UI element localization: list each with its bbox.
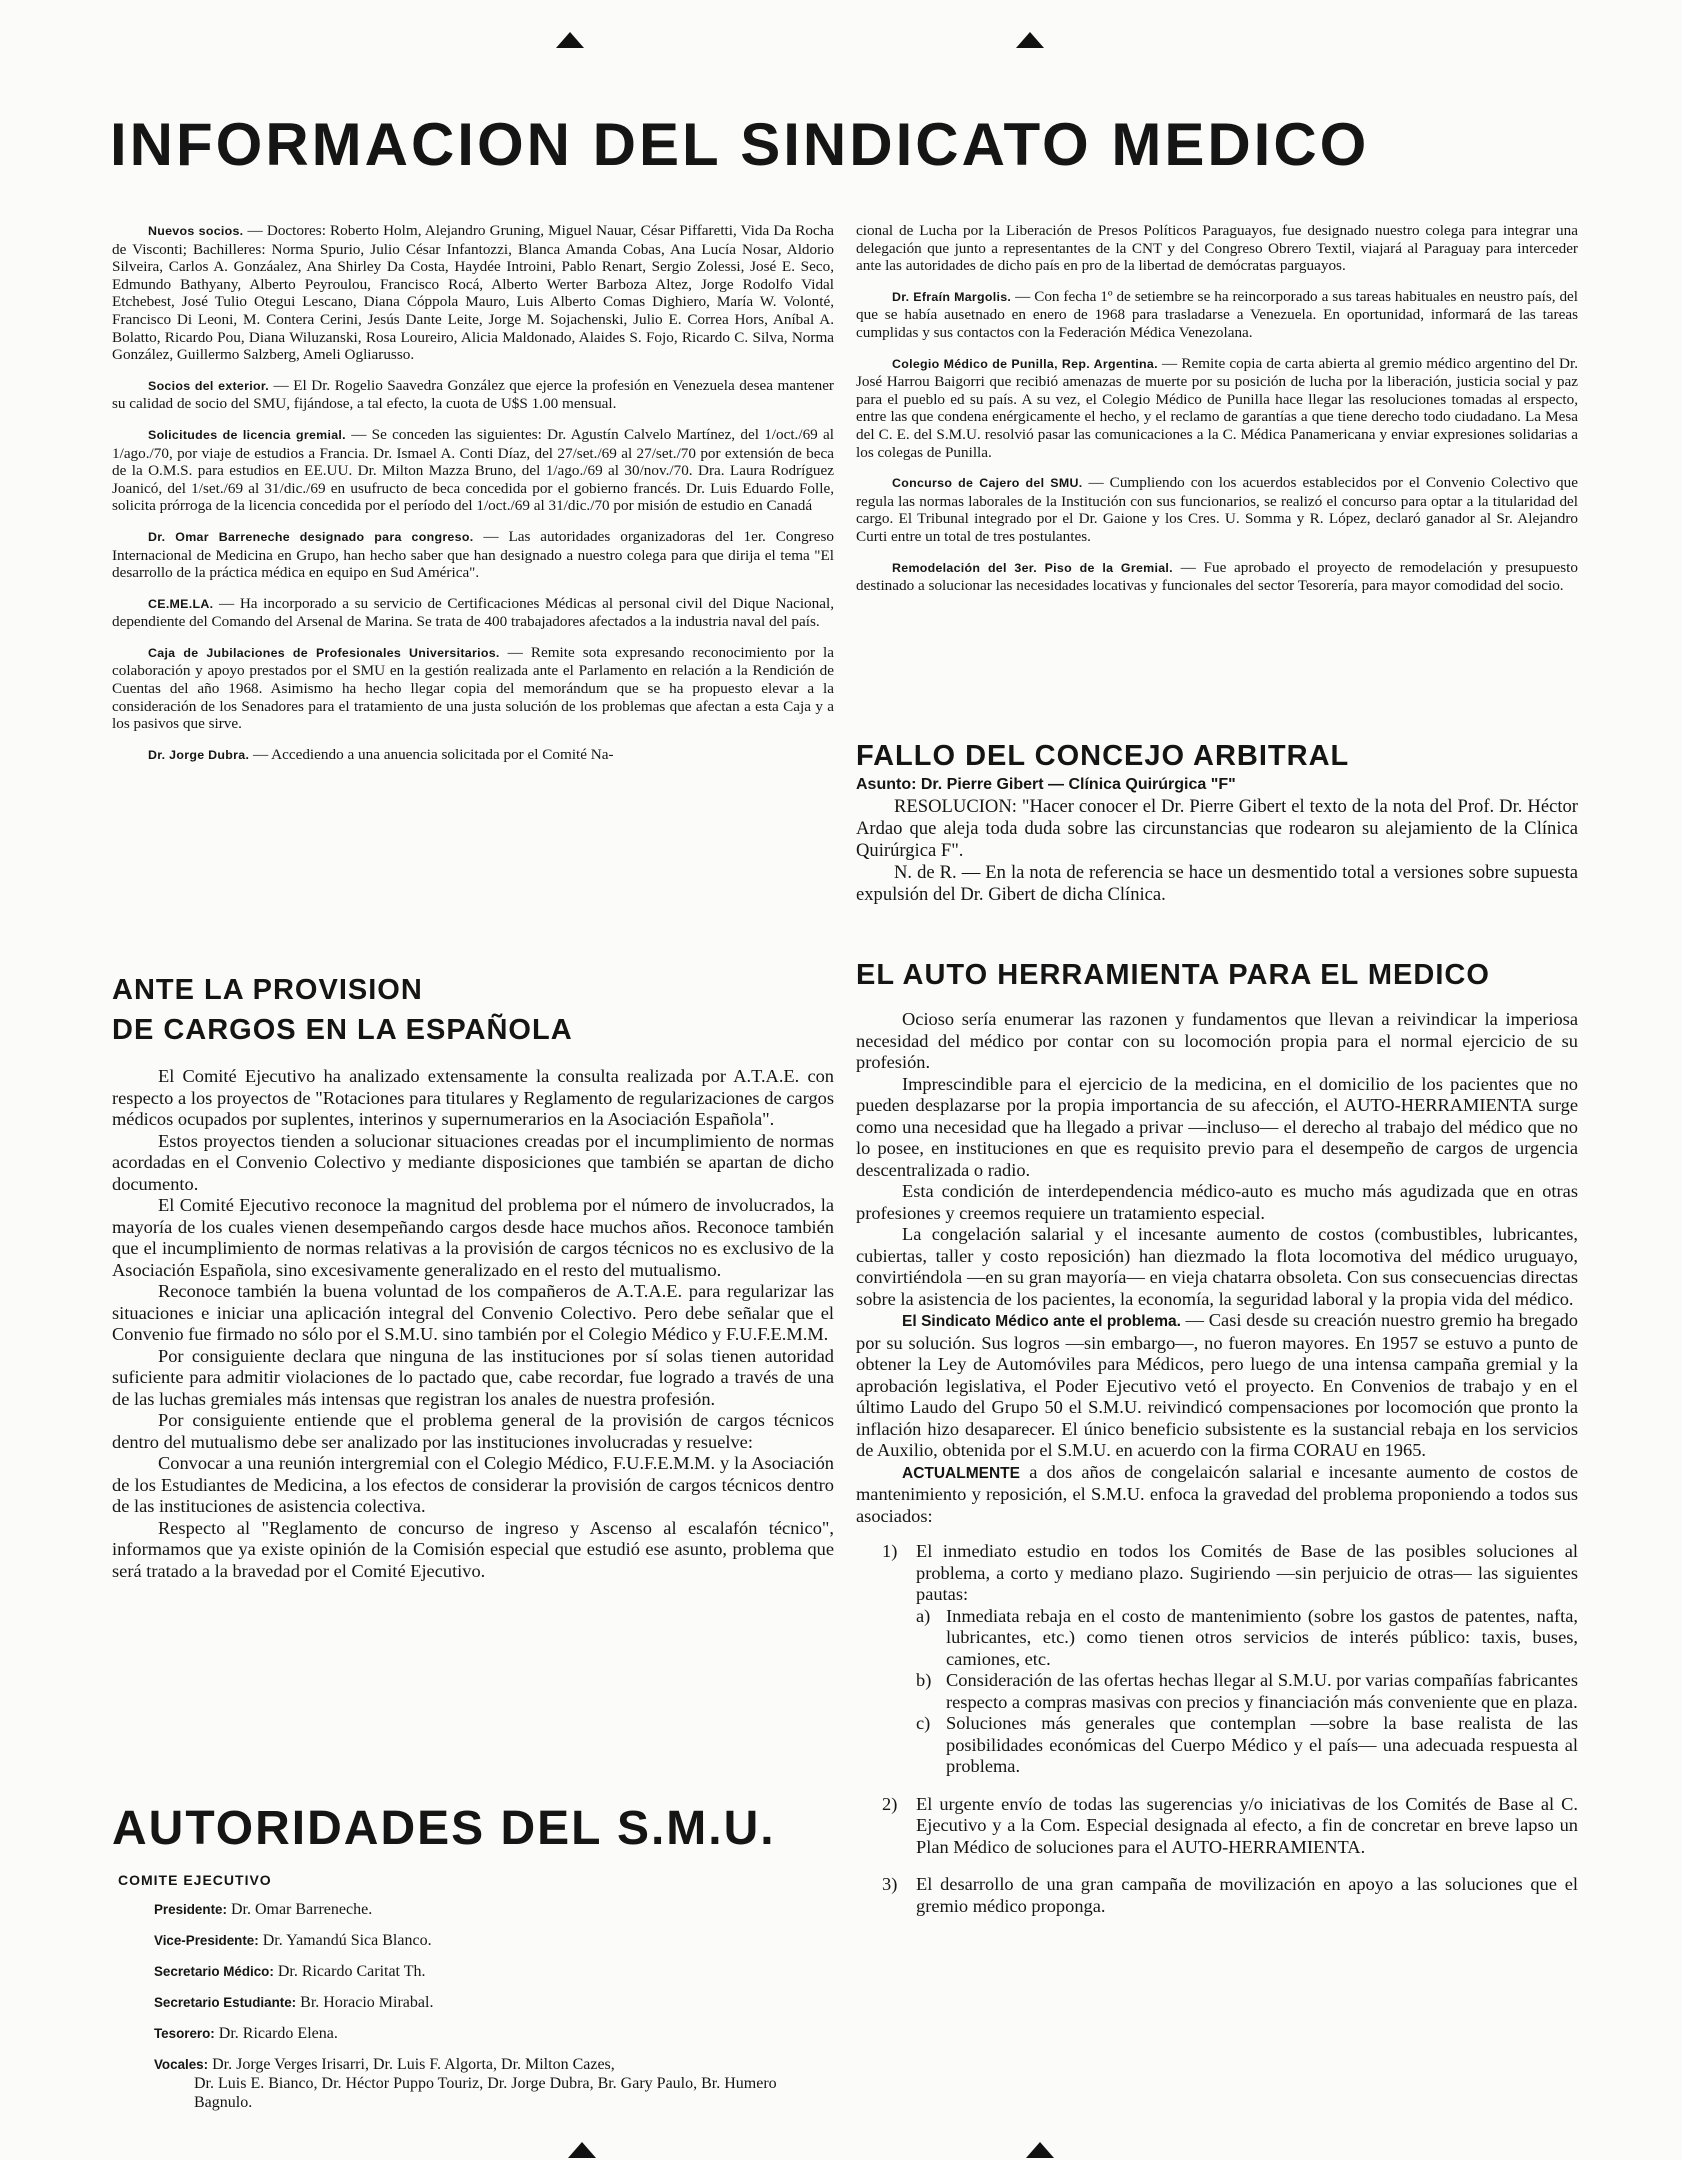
news-item-text: — Remite copia de carta abierta al gremio médico argentino del Dr. José Harrou Baigorri que recibió amenazas de muerte por su posición de lucha por la liberación, justicia social y paz para el pueblo ed su país. A su vez, el Colegio Médico de Punilla hace llegar las resoluciones tomadas al erspecto, entre las que condena enérgicamente el hecho, y el reclamo de garantías a que tiene derecho todo ciudadano. La Mesa del C. E. del S.M.U. resolvió pasar las comunicaciones a la C. Médica Panamericana y enviar expresiones solidarias a los colegas de Punilla.	[856, 354, 1579, 461]
plan-subitem-text: Inmediata rebaja en el costo de mantenimiento (sobre los gastos de patentes, nafta, lubricantes, etc.) como tienen otros servicios de interés público: taxis, buses, camiones, etc.	[946, 1605, 1578, 1669]
news-item-text: — Las autoridades organizadoras del 1er. Congreso Internacional de Medicina en Grupo, han hecho saber que han designado a nuestro colega para que dirija el tema "El desarrollo de la práctica médica en equipo en Sud América".	[112, 527, 834, 582]
role-value-continued: Dr. Luis E. Bianco, Dr. Héctor Puppo Touriz, Dr. Jorge Dubra, Br. Gary Paulo, Br. Humero Bagnulo.	[194, 2075, 777, 2111]
provision-paragraph: Respecto al "Reglamento de concurso de ingreso y Ascenso al escalafón técnico", informamos que ya existe opinión de la Comisión especial que estudió ese asunto, problema que será tratado a la bravedad por el Comité Ejecutivo.	[112, 1517, 834, 1581]
plan-item-text: El inmediato estudio en todos los Comités de Base de las posibles soluciones al problema, a corto y mediano plazo. Sugiriendo —sin perjuicio de otras— las siguientes pautas:	[916, 1541, 1578, 1604]
plan-subitem-letter: b)	[916, 1670, 932, 1690]
auto-paragraph	[856, 1462, 1578, 1528]
news-item	[112, 377, 834, 413]
auto-paragraph-lead: ACTUALMENTE	[902, 1464, 1020, 1482]
auto-paragraph-text: a dos años de congelaicón salarial e incesante aumento de costos de mantenimiento y reposición, el S.M.U. enfoca la gravedad del problema proponiendo a todos sus asociados:	[856, 1461, 1578, 1526]
plan-item-number: 2)	[882, 1793, 898, 1814]
role-value: Dr. Omar Barreneche.	[226, 1901, 373, 1918]
provision-paragraph: Por consiguiente declara que ninguna de las instituciones por sí solas tienen autoridad suficiente para admitir violaciones de lo pactado que, cabe recordar, fue logrado a través de una de las luchas gremiales más intensas que registran los anales de nuestra profesión.	[112, 1345, 834, 1409]
provision-paragraph: Estos proyectos tienden a solucionar situaciones creadas por el incumplimiento de normas acordadas en el Convenio Colectivo y mediante disposiciones que también se apartan de dicho documento.	[112, 1130, 834, 1194]
plan-subitem-text: Soluciones más generales que contemplan —sobre la base realista de las posibilidades económicas del Cuerpo Médico y el país— una adecuada respuesta al problema.	[946, 1713, 1578, 1776]
fallo-asunto: Asunto: Dr. Pierre Gibert — Clínica Quirúrgica "F"	[856, 776, 1236, 793]
auto-section	[856, 955, 1578, 1933]
fallo-nota: N. de R. — En la nota de referencia se hace un desmentido total a versiones sobre supuesta expulsión del Dr. Gibert de dicha Clínica.	[856, 862, 1578, 905]
plan-item-number: 3)	[882, 1874, 898, 1894]
plan-item-number: 1)	[882, 1541, 898, 1561]
news-item	[856, 474, 1578, 545]
role-label: Presidente:	[154, 1902, 227, 1917]
auto-plan-list	[856, 1541, 1578, 1917]
news-item-lead: Caja de Jubilaciones de Profesionales Universitarios.	[148, 645, 500, 660]
news-item-lead: Dr. Jorge Dubra.	[148, 747, 250, 762]
autoridades-roles	[112, 1900, 834, 2112]
role-row-vocales	[154, 2055, 834, 2112]
news-item	[856, 355, 1578, 462]
role-value: Br. Horacio Mirabal.	[296, 1994, 434, 2011]
autoridades-section	[112, 1800, 834, 2124]
news-item-text: cional de Lucha por la Liberación de Presos Políticos Paraguayos, fue designado nuestro colega para integrar una delegación que junto a representantes de la CNT y del Congreso Obrero Textil, viajará al Paraguay para interceder ante las autoridades de dicho país en pro de la libertad de demócratas parguayos.	[856, 222, 1578, 275]
auto-paragraph-text: Ocioso sería enumerar las razonen y fundamentos que llevan a reivindicar la imperiosa necesidad del médico por contar con su locomoción propia para el normal ejercicio de su profesión.	[856, 1009, 1578, 1072]
provision-section	[112, 970, 834, 1582]
news-item-lead: Dr. Efraín Margolis.	[892, 289, 1012, 304]
role-label: Secretario Estudiante:	[154, 1995, 297, 2010]
provision-body	[112, 1066, 834, 1582]
news-item-text: — Se conceden las siguientes: Dr. Agustín Calvelo Martínez, del 1/oct./69 al 1/ago./70, por viaje de estudios a Francia. Dr. Ismael A. Conti Díaz, del 27/set./69 al 27/set./70 por extensión de beca de la O.M.S. para estudios en EE.UU. Dr. Milton Mazza Bruno, del 1/ago./69 al 30/nov./70. Dra. Laura Rodríguez Joanicó, del 1/set./69 al 31/dic./69 en usufructo de beca concedida por el gobierno francés. Dr. Luis Eduardo Folle, solicita prórroga de la licencia concedida por el período del 1/oct./69 al 31/dic./70 por misión de estudio en Canadá	[112, 425, 835, 515]
auto-paragraph-text: — Casi desde su creación nuestro gremio ha bregado por su solución. Sus logros —sin embargo—, no fueron mayores. En 1957 se estuvo a punto de obtener la Ley de Automóviles para Médicos, pero luego de una intensa campaña gremial y la aprobación legislativa, el Poder Ejecutivo vetó el proyecto. En Convenios de trabajo y en el último Laudo del Grupo 50 el S.M.U. reivindicó compensaciones por locomoción que pronto la inflación hizo desaparecer. El único beneficio subsistente es la sustancial rebaja en los servicios de Auxilio, obtenida por el S.M.U. en acuerdo con la firma CORAU en 1965.	[856, 1310, 1578, 1460]
provision-paragraph: Convocar a una reunión intergremial con el Colegio Médico, F.U.F.E.M.M. y la Asociación de los Estudiantes de Medicina, a los efectos de considerar la provisión de cargos técnicos dentro de las instituciones de asistencia colectiva.	[112, 1453, 834, 1516]
news-item-text: — Cumpliendo con los acuerdos establecidos por el Convenio Colectivo que regula las normas laborales de la Institución con sus funcionarios, se realizó el concurso para optar a la titularidad del cargo. El Tribunal integrado por el Dr. Gaione y los Cres. U. Somma y R. López, declaró ganador al Sr. Alejandro Curti entre un total de tres postulantes.	[856, 474, 1578, 545]
news-item	[856, 288, 1578, 342]
news-item-lead: Concurso de Cajero del SMU.	[892, 476, 1083, 491]
news-item	[856, 559, 1578, 595]
auto-title: EL AUTO HERRAMIENTA PARA EL MEDICO	[856, 959, 1490, 991]
auto-paragraph	[856, 1224, 1578, 1310]
provision-title-line2: DE CARGOS EN LA ESPAÑOLA	[112, 1014, 573, 1046]
role-row	[154, 2024, 834, 2043]
fallo-resolucion: RESOLUCION: "Hacer conocer el Dr. Pierre Gibert el texto de la nota del Prof. Dr. Héctor Ardao que aleja toda duda sobre las circunstancias que rodearon su alejamiento de la Clínica Quirúrgica F".	[856, 796, 1578, 861]
news-item	[856, 222, 1578, 275]
role-value: Dr. Ricardo Elena.	[214, 2025, 338, 2042]
news-item-text: — Accediendo a una anuencia solicitada por el Comité Na-	[249, 745, 614, 763]
role-label: Vocales:	[154, 2057, 209, 2072]
news-item-text: — Ha incorporado a su servicio de Certificaciones Médicas al personal civil del Dique Nacional, dependiente del Comando del Arsenal de Marina. Se trata de 400 trabajadores afectados a la industria naval del país.	[112, 594, 834, 631]
news-item-text: — El Dr. Rogelio Saavedra González que ejerce la profesión en Venezuela desea mantener su calidad de socio del SMU, fijándose, a tal efecto, la cuota de U$S 1.00 mensual.	[112, 376, 834, 413]
role-row	[154, 1962, 834, 1981]
news-item-lead: Colegio Médico de Punilla, Rep. Argentina.	[892, 356, 1158, 371]
news-item	[112, 528, 834, 582]
comite-ejecutivo-heading: COMITE EJECUTIVO	[118, 1872, 272, 1888]
plan-subitem-letter: c)	[916, 1713, 931, 1733]
provision-paragraph: El Comité Ejecutivo reconoce la magnitud del problema por el número de involucrados, la mayoría de los cuales vienen desempeñando cargos desde hace muchos años. Reconoce también que el incumplimiento de normas relativas a la provisión de cargos técnicos no es exclusivo de la Asociación Española, sino excesivamente generalizado en el resto del mutualismo.	[112, 1195, 834, 1280]
role-row	[154, 1900, 834, 1919]
auto-body	[856, 1009, 1578, 1527]
plan-item	[856, 1794, 1578, 1859]
role-value: Dr. Yamandú Sica Blanco.	[258, 1932, 432, 1949]
auto-paragraph-text: La congelación salarial y el incesante aumento de costos (combustibles, lubricantes, cubiertas, taller y costo reposición) han diezmado la flota locomotiva del médico uruguayo, convirtiéndola —en su gran mayoría— en vieja chatarra obsoleta. Con sus consecuencias directas sobre la asistencia de los pacientes, la economía, la seguridad laboral y la propia vida del médico.	[856, 1224, 1578, 1309]
role-row	[154, 1993, 834, 2012]
plan-subitem	[916, 1670, 1578, 1713]
news-item	[112, 746, 834, 765]
plan-item	[856, 1541, 1578, 1778]
auto-paragraph	[856, 1009, 1578, 1074]
plan-item	[856, 1874, 1578, 1917]
news-item	[112, 644, 834, 733]
role-value: Dr. Jorge Verges Irisarri, Dr. Luis F. Algorta, Dr. Milton Cazes,	[208, 2056, 615, 2073]
role-label: Tesorero:	[154, 2026, 215, 2041]
news-item-lead: Remodelación del 3er. Piso de la Gremial.	[892, 560, 1173, 575]
auto-paragraph	[856, 1310, 1578, 1462]
provision-paragraph: Por consiguiente entiende que el problema general de la provisión de cargos técnicos dentro del mutualismo debe ser analizado por las instituciones involucradas y resuelve:	[112, 1410, 834, 1452]
fallo-section	[856, 736, 1578, 906]
role-label: Secretario Médico:	[154, 1964, 274, 1979]
plan-sublist	[916, 1606, 1578, 1778]
news-item-text: — Con fecha 1º de setiembre se ha reincorporado a sus tareas habituales en neustro país, del que se había ausetnado en enero de 1968 para trasladarse a Venezuela. En oportunidad, informará de las tareas cumplidas y sus contactos con la Federación Médica Venezolana.	[856, 287, 1579, 341]
provision-title-line1: ANTE LA PROVISION	[112, 974, 423, 1006]
masthead: INFORMACION DEL SINDICATO MEDICO	[110, 111, 1370, 178]
news-column-right	[856, 222, 1578, 608]
provision-paragraph: Reconoce también la buena voluntad de los compañeros de A.T.A.E. para regularizar las situaciones e iniciar una aplicación integral del Convenio Colectivo. Pero debe señalar que el Convenio fue firmado no sólo por el S.M.U. sino también por el Colegio Médico y F.U.F.E.M.M.	[112, 1281, 834, 1344]
role-value: Dr. Ricardo Caritat Th.	[273, 1963, 426, 1980]
news-item-text: — Doctores: Roberto Holm, Alejandro Gruning, Miguel Nauar, César Piffaretti, Vida Da Rocha de Visconti; Bachilleres: Norma Spurio, Julio César Infantozzi, Blanca Amanda Cobas, Ana Lucía Nosar, Aldorio Silveira, Carlos A. Gonzáalez, Ana Shirley Da Costa, Haydée Introini, Pablo Renart, Sergio Zolessi, José E. Seco, Edmundo Bathyany, Alberto Peyroulou, Francisco Rocá, Alberto Werter Barboza Altez, Jorge Rodolfo Vidal Etchebest, José Tulio Otegui Lescano, Diana Cóppola Mauro, Luis Alberto Comas Dighiero, María W. Volonté, Francisco Di Leoni, M. Contera Cerini, Jesús Dante Leite, Jorge M. Sojachenski, Julio E. Correa Hors, Aníbal A. Bolatto, Ricardo Pou, Diana Wiluzanski, Rosa Loureiro, Alicia Maldonado, Alaides S. Fojo, Ricardo C. Silva, Norma González, Guillermo Salzberg, Ameli Ogliarusso.	[112, 222, 834, 364]
news-item-lead: Dr. Omar Barreneche designado para congreso.	[148, 529, 474, 544]
news-item-lead: Nuevos socios.	[148, 224, 244, 238]
fallo-title: FALLO DEL CONCEJO ARBITRAL	[856, 740, 1350, 772]
news-item-lead: CE.ME.LA.	[148, 596, 214, 611]
news-item-lead: Solicitudes de licencia gremial.	[148, 427, 346, 442]
news-item	[112, 595, 834, 631]
plan-item-text: El desarrollo de una gran campaña de movilización en apoyo a las soluciones que el gremio médico proponga.	[916, 1874, 1578, 1916]
provision-paragraph: El Comité Ejecutivo ha analizado extensamente la consulta realizada por A.T.A.E. con respecto a los proyectos de "Rotaciones para titulares y Reglamento de regularizaciones de cargos médicos ocupados por suplentes, interinos y supernumerarios en la Asociación Española".	[112, 1066, 834, 1129]
auto-paragraph-text: Imprescindible para el ejercicio de la medicina, en el domicilio de los pacientes que no pueden desplazarse por la propia importancia de su afección, el AUTO-HERRAMIENTA surge como una necesidad que ha llegado a privar —incluso— el derecho al trabajo del médico que no lo posee, en instituciones en que es requisito previo para el desempeño de cargos de urgencia descentralizada o radio.	[856, 1073, 1578, 1180]
auto-paragraph	[856, 1074, 1578, 1182]
plan-subitem-letter: a)	[916, 1605, 931, 1626]
autoridades-title: AUTORIDADES DEL S.M.U.	[112, 1802, 776, 1855]
news-column-left	[112, 222, 834, 777]
auto-paragraph-lead: El Sindicato Médico ante el problema.	[902, 1313, 1181, 1330]
role-row	[154, 1931, 834, 1950]
news-item	[112, 426, 834, 515]
role-label: Vice-Presidente:	[154, 1933, 259, 1948]
plan-item-text: El urgente envío de todas las sugerencias y/o iniciativas de los Comités de Base al C. Ejecutivo y a la Com. Especial designada al efecto, a fin de concretar en breve lapso un Plan Médico de soluciones para el AUTO-HERRAMIENTA.	[916, 1793, 1578, 1857]
plan-subitem	[916, 1606, 1578, 1671]
auto-paragraph	[856, 1181, 1578, 1224]
auto-paragraph-text: Esta condición de interdependencia médico-auto es mucho más agudizada que en otras profesiones y creemos requiere un tratamiento especial.	[856, 1181, 1578, 1223]
plan-subitem-text: Consideración de las ofertas hechas llegar al S.M.U. por varias compañías fabricantes respecto a compras masivas con precios y financiación más conveniente que en plaza.	[946, 1670, 1578, 1712]
plan-subitem	[916, 1713, 1578, 1778]
news-item	[112, 222, 834, 364]
news-item-text: — Fue aprobado el proyecto de remodelación y presupuesto destinado a solucionar las necesidades locativas y funcionales del sector Tesorería, para mayor comodidad del socio.	[856, 558, 1578, 595]
news-item-text: — Remite sota expresando reconocimiento por la colaboración y apoyo prestados por el SMU en la gestión realizada ante el Parlamento en relación a la Rendición de Cuentas del año 1968. Asimismo ha hecho llegar copia del memorándum que se ha propuesto elevar a la consideración de los Senadores para el tratamiento de una justa solución de los problemas que afectan a esta Caja y a los pasivos que sirve.	[112, 643, 835, 733]
news-item-lead: Socios del exterior.	[148, 378, 270, 393]
